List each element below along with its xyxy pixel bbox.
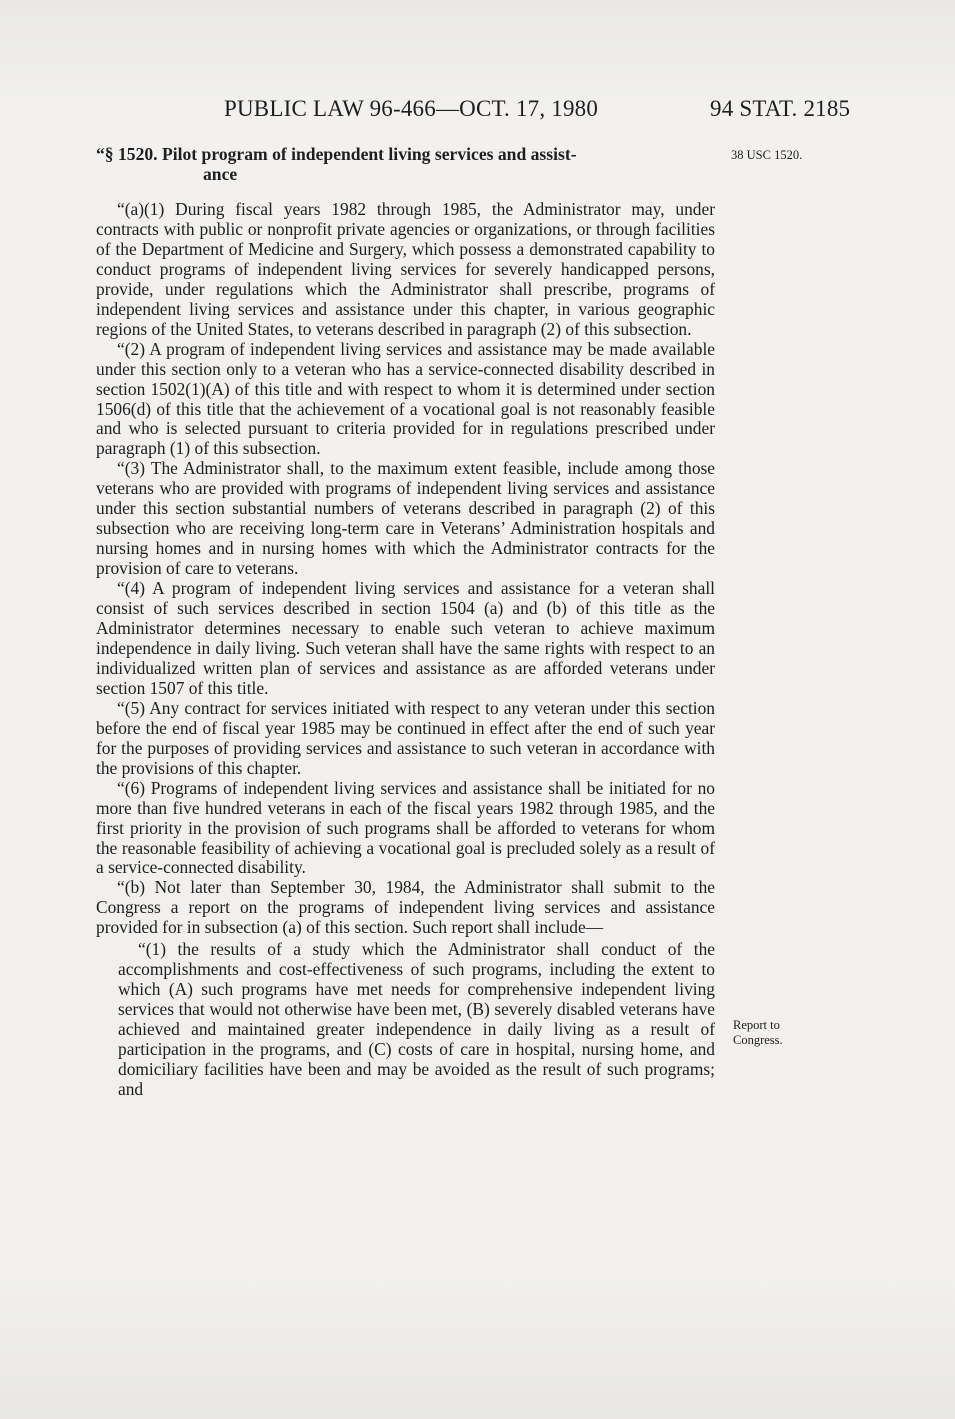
section-heading-line2: ance	[203, 164, 238, 184]
paragraph-a5: “(5) Any contract for services initiated with respect to any veteran under this section before the end of fiscal year 1985 may be continued in effect after the end of such year for the purposes of providing services and assistance to such veteran in accordance with the provisions of this chapter.	[96, 697, 715, 778]
paragraph-b: “(b) Not later than September 30, 1984, the Administrator shall submit to the Congress a report on the programs of independent living services and assistance provided for in subsection (a) of this section. Such report shall include—	[96, 877, 715, 938]
paragraph-a6: “(6) Programs of independent living services and assistance shall be initiated for no more than five hundred veterans in each of the fiscal years 1982 through 1985, and the first priority in the provision of such programs shall be afforded to veterans for whom the reasonable feasibility of achieving a vocational goal is precluded solely as a result of a service-connected disability.	[96, 777, 715, 878]
margin-note-report-to-congress	[733, 1018, 843, 1048]
body-column	[96, 144, 715, 1100]
margin-note-report-line2: Congress.	[733, 1033, 783, 1047]
paragraph-a2: “(2) A program of independent living services and assistance may be made available under this section only to a veteran who has a service-connected disability described in section 1502(1)(A) of this title and with respect to whom it is determined under section 1506(d) of this title that the achievement of a vocational goal is not reasonably feasible and who is selected pursuant to criteria provided for in regulations prescribed under paragraph (1) of this subsection.	[96, 338, 715, 459]
section-heading-line1: “§ 1520. Pilot program of independent living services and assist-	[96, 144, 577, 164]
running-header-stat-page: 94 STAT. 2185	[710, 96, 851, 121]
paragraph-a4: “(4) A program of independent living services and assistance for a veteran shall consist of such services described in section 1504 (a) and (b) of this title as the Administrator determines necessary to enable such veteran to achieve maximum independence in daily living. Such veteran shall have the same rights with respect to an individualized written plan of services and assistance as are afforded veterans under section 1507 of this title.	[96, 578, 715, 698]
paragraph-a3: “(3) The Administrator shall, to the maximum extent feasible, include among those veterans who are provided with programs of independent living services and assistance under this section substantial numbers of veterans described in paragraph (2) of this subsection who are receiving long-term care in Veterans’ Administration hospitals and nursing homes and in nursing homes with which the Administrator contracts for the provision of care to veterans.	[96, 458, 715, 579]
running-header-title: PUBLIC LAW 96-466—OCT. 17, 1980	[224, 96, 599, 121]
margin-note-usc: 38 USC 1520.	[731, 148, 803, 162]
paragraph-a1: “(a)(1) During fiscal years 1982 through 1985, the Administrator may, under contracts with public or nonprofit private agencies or organizations, or through facilities of the Department of Medicine and Surgery, which possess a demonstrated capability to conduct programs of independent living services for severely handicapped persons, provide, under regulations which the Administrator shall prescribe, programs of independent living services and assistance under this chapter, in various geographic regions of the United States, to veterans described in paragraph (2) of this subsection.	[96, 199, 715, 339]
section-heading	[96, 144, 715, 184]
paragraph-b1: “(1) the results of a study which the Administrator shall conduct of the accomplishments and cost-effectiveness of such programs, including the extent to which (A) such programs have met needs for comprehensive independent living services that would not otherwise have been met, (B) severely disabled veterans have achieved and maintained greater independence in daily living as a result of participation in the programs, and (C) costs of care in hospital, nursing home, and domiciliary facilities have been and may be avoided as the result of such programs; and	[118, 939, 715, 1099]
margin-note-report-line1: Report to	[733, 1018, 780, 1032]
